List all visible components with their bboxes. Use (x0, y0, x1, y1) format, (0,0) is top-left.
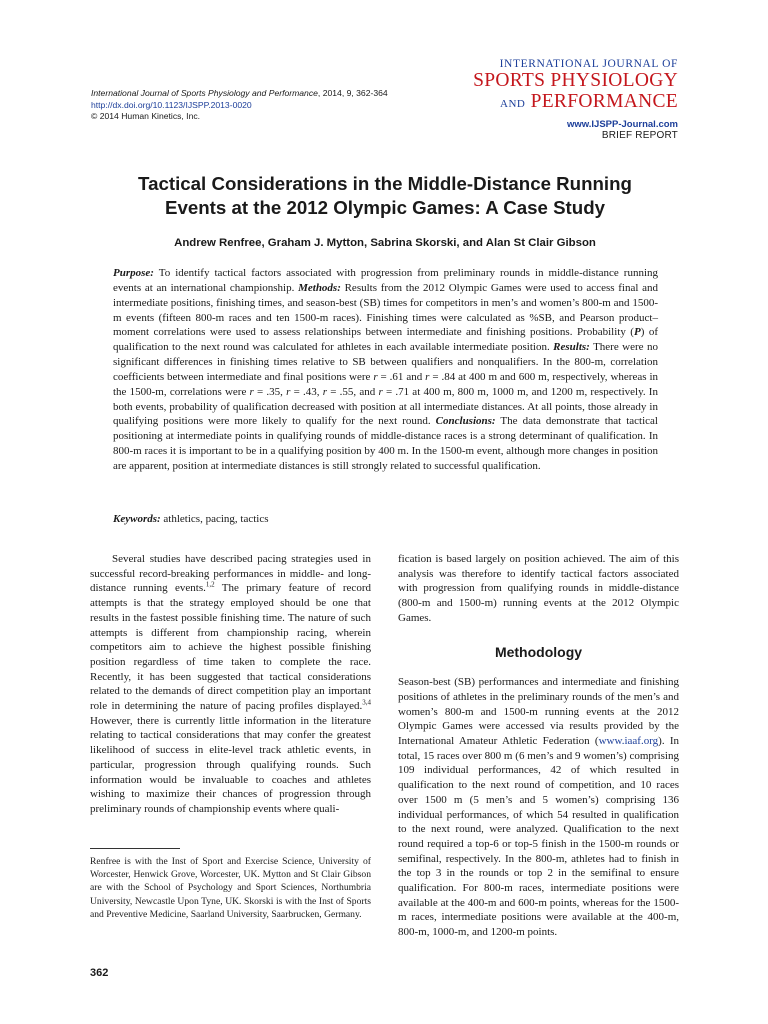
citation-journal-line (91, 88, 388, 100)
title-line-2: Events at the 2012 Olympic Games: A Case Study (164, 197, 606, 218)
abstract-results-text: = .55, and (327, 385, 379, 398)
copyright-line: © 2014 Human Kinetics, Inc. (91, 111, 201, 121)
author-affiliations-footnote: Renfree is with the Inst of Sport and Exercise Science, University of Worcester, Henwick Grove, Worcester, UK. Mytton and St Clair Gibson are with the School of Psychology and Sport Sciences, Northumbria University, Newcastle Upon Tyne, UK. Skorski is with the Inst of Sports and Preventive Medicine, Saarland University, Saarbrucken, Germany. (90, 856, 371, 920)
abstract-methods-label: Methods: (298, 281, 341, 294)
abstract-results-text: = .71 at 400 m, 800 m, 1000 m, and 1200 m, respectively. In both events, probability of qualification decreased with position at all intermediate distances. At all points, those already in qualifying positions were more likely to qualify for the next round. (113, 385, 658, 428)
citation-ref[interactable]: 3,4 (362, 698, 371, 707)
body-column-left (90, 552, 371, 817)
intro-text: Several studies have described pacing strategies used in successful record-breaking performances in middle- and long-distance running events. (90, 553, 371, 595)
r-symbol: r (322, 385, 328, 398)
masthead-line1: INTERNATIONAL JOURNAL OF (499, 58, 678, 70)
r-symbol: r (425, 370, 430, 383)
body-column-right (398, 552, 679, 940)
journal-website-link[interactable]: www.IJSPP-Journal.com (566, 119, 678, 130)
methodology-text: Season-best (SB) performances and intermediate and finishing positions of athletes in the preliminary rounds of the men’s and women’s 800-m and 1500-m running events at the 2012 Olympic Games were accessed via results provided by the International Amateur Athletic Federation ( (398, 676, 679, 748)
intro-paragraph (90, 552, 371, 817)
keywords-text: athletics, pacing, tactics (160, 513, 269, 525)
keywords (113, 513, 658, 525)
abstract-results-text: = .43, (290, 385, 323, 398)
intro-text: fication is based largely on position achieved. The aim of this analysis was therefore to identify tactical factors associated with progression from qualifying rounds in middle-distance (800-m and 1500-m) running events at the 2012 Olympic Games. (398, 553, 679, 624)
abstract-methods-text: Results from the 2012 Olympic Games were used to access final and intermediate positions, finishing times, and season-best (SB) times for competitors in men’s and women’s 800-m and 1500-m events (fifteen 800-m races and ten 1500-m races). Finishing times were calculated as %SB, and Pearson product–moment correlations were used to assess relationships between intermediate and finishing positions. Probability ( (113, 281, 658, 339)
keywords-label: Keywords: (113, 513, 161, 525)
abstract-results-text: There were no significant differences in finishing times relative to SB between qualifiers and nonqualifiers. In the 800-m, correlation coefficients between intermediate and final positions were (113, 341, 658, 383)
probability-symbol: P (633, 326, 641, 339)
r-symbol: r (373, 370, 378, 383)
footnote-divider (90, 848, 180, 849)
masthead-and: AND (500, 98, 526, 110)
abstract-purpose-text: To identify tactical factors associated with progression from preliminary rounds in middle-distance running events at an international championship. (113, 267, 658, 294)
author-list: Andrew Renfree, Graham J. Mytton, Sabrina Skorski, and Alan St Clair Gibson (174, 237, 596, 249)
r-symbol: r (249, 385, 254, 398)
journal-name: International Journal of Sports Physiology and Performance (91, 88, 318, 98)
citation-ref[interactable]: 1,2 (205, 580, 215, 589)
abstract-conclusions-label: Conclusions: (435, 415, 496, 428)
article-type-label: BRIEF REPORT (601, 130, 678, 141)
intro-paragraph-continued (398, 552, 679, 626)
methodology-heading: Methodology (494, 643, 583, 660)
methodology-text: ). In total, 15 races over 800 m (6 men’s and 9 women’s) comprising 109 individual performances, 42 of which resulted in qualification to the next round of competition, and 10 races over 1500 m (5 men’s and 5 women’s) comprising 136 individual performances, of which 54 resulted in qualification to the next round, were analyzed. Qualification to the next round required a top-6 or top-5 finish in the 1500-m rounds or semifinal, respectively. In the 800-m, athletes had to finish in the top 3 in the rounds or top 2 in the semifinal to ensure qualification. For 800-m races, intermediate positions were available at the 400-m and 600-m points, whereas for the 1500-m races, intermediate positions were available at the 400-m, 800-m, 1000-m, and 1200-m points. (398, 735, 679, 939)
abstract-results-label: Results: (553, 341, 590, 354)
iaaf-link[interactable]: www.iaaf.org (598, 735, 659, 748)
r-symbol: r (378, 385, 383, 398)
title-line-1: Tactical Considerations in the Middle-Distance Running (138, 173, 632, 194)
masthead-line3 (473, 91, 678, 115)
citation-block (91, 88, 388, 123)
abstract-results-text: = .61 and (377, 370, 426, 383)
abstract-conclusions-text: The data demonstrate that tactical positioning at intermediate points in qualifying rounds of middle-distance races is a strong determinant of qualification. In 800-m races it is important to be in a qualifying position by 400 m. In the 1500-m event, although more changes in position are apparent, position at intermediate distances is still strongly related to successful qualification. (113, 415, 658, 472)
citation-details: , 2014, 9, 362-364 (317, 88, 388, 98)
abstract (113, 266, 658, 474)
journal-masthead (473, 58, 678, 142)
intro-text: However, there is currently little information in the literature relating to tactical considerations that may confer the greatest likelihood of success in elite-level track athletic events, in particular, progression through qualifying rounds. Such information would be invaluable to coaches and athletes wishing to maximize their chances of progression through preliminary rounds of championship events where quali- (90, 714, 371, 815)
masthead-performance: PERFORMANCE (530, 91, 678, 112)
abstract-methods-end: ) of qualification to the next round was calculated for athletes in each available intermediate position. (113, 326, 659, 354)
r-symbol: r (286, 385, 291, 398)
abstract-results-text: = .84 at 400 m and 600 m, respectively, whereas in the 1500-m, correlations were (113, 370, 658, 398)
paper-title (90, 172, 680, 220)
page-number: 362 (90, 967, 109, 979)
abstract-purpose-label: Purpose: (113, 267, 154, 279)
masthead-line2: SPORTS PHYSIOLOGY (473, 70, 678, 91)
methodology-paragraph (398, 675, 679, 940)
intro-text: The primary feature of record attempts is that the strategy employed should be one that results in the fastest possible finishing time. The nature of such attempts is different from championship racing, wherein competitors aim to achieve the highest possible finishing position regardless of time taken to complete the race. Recently, it has been suggested that tactical considerations related to the demands of direct competition play an important role in determining the nature of pacing profiles displayed. (90, 582, 371, 713)
doi-link[interactable]: http://dx.doi.org/10.1123/IJSPP.2013-0020 (91, 99, 252, 110)
abstract-results-text: = .35, (253, 385, 287, 398)
